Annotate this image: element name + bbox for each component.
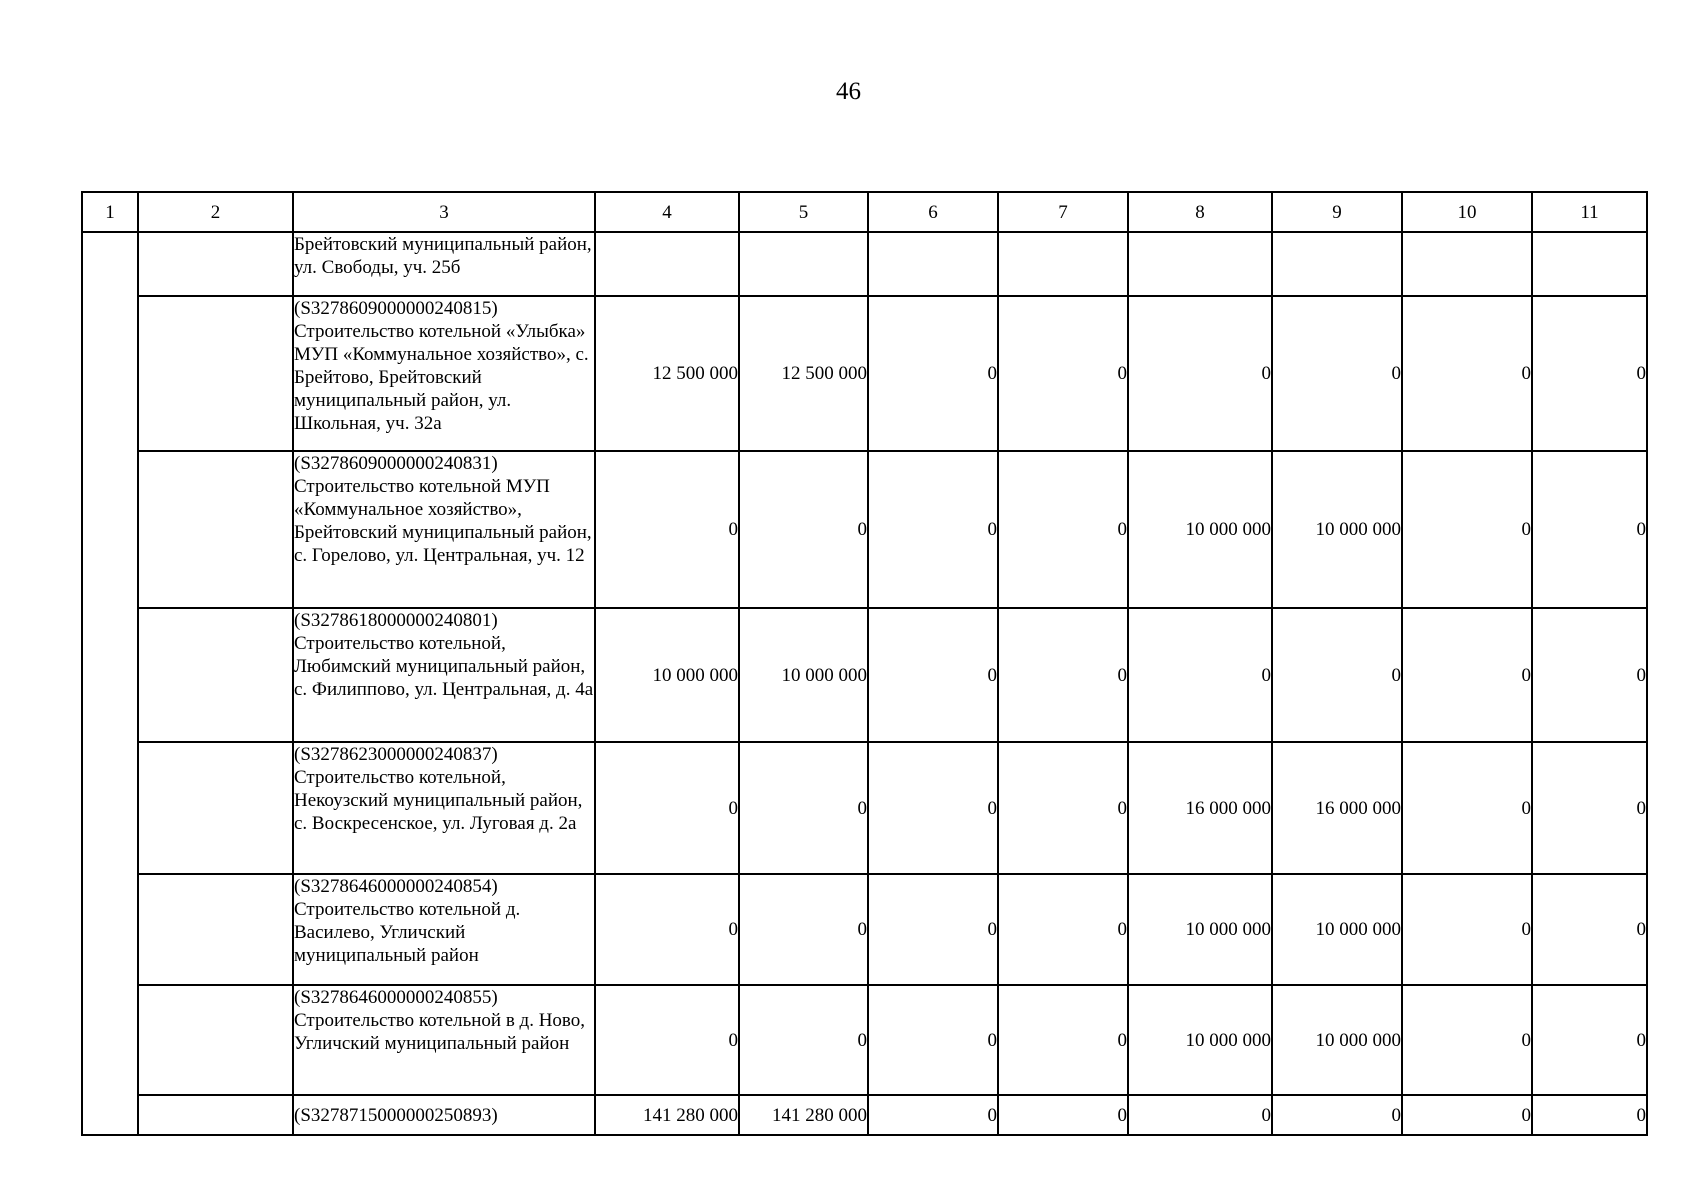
- value-cell: 10 000 000: [1272, 985, 1402, 1095]
- description-cell: (S3278609000000240831) Строительство котельной МУП «Коммунальное хозяйство», Брейтовский муниципальный район, с. Горелово, ул. Центральная, уч. 12: [293, 451, 595, 608]
- value-cell: 0: [1128, 296, 1272, 451]
- column-2-cell: [138, 608, 293, 742]
- value-cell: 0: [739, 451, 868, 608]
- description-cell: (S3278646000000240854) Строительство котельной д. Василево, Угличский муниципальный район: [293, 874, 595, 985]
- value-cell: 0: [868, 296, 998, 451]
- column-2-cell: [138, 451, 293, 608]
- value-cell: 16 000 000: [1272, 742, 1402, 874]
- value-cell: 10 000 000: [739, 608, 868, 742]
- column-2-cell: [138, 742, 293, 874]
- header-cell: 2: [138, 192, 293, 232]
- value-cell: 0: [1532, 1095, 1647, 1135]
- value-cell: 16 000 000: [1128, 742, 1272, 874]
- value-cell: 10 000 000: [595, 608, 739, 742]
- table-row: [82, 742, 1647, 874]
- value-cell: 0: [1532, 296, 1647, 451]
- value-cell: 0: [998, 742, 1128, 874]
- value-cell: 12 500 000: [739, 296, 868, 451]
- value-cell: 0: [1532, 451, 1647, 608]
- value-cell: 0: [739, 742, 868, 874]
- description-cell: (S3278609000000240815) Строительство котельной «Улыбка» МУП «Коммунальное хозяйство», с. Брейтово, Брейтовский муниципальный район, ул. Школьная, уч. 32а: [293, 296, 595, 451]
- value-cell: 0: [1128, 1095, 1272, 1135]
- value-cell: 0: [1402, 985, 1532, 1095]
- value-cell: 0: [1272, 296, 1402, 451]
- value-cell: 0: [868, 608, 998, 742]
- value-cell: 141 280 000: [595, 1095, 739, 1135]
- merged-column-1-cell: [82, 232, 138, 1135]
- value-cell: 0: [1402, 296, 1532, 451]
- column-2-cell: [138, 985, 293, 1095]
- header-cell: 10: [1402, 192, 1532, 232]
- value-cell: 0: [998, 985, 1128, 1095]
- value-cell: 10 000 000: [1128, 985, 1272, 1095]
- description-cell: (S3278618000000240801) Строительство котельной, Любимский муниципальный район, с. Филиппово, ул. Центральная, д. 4а: [293, 608, 595, 742]
- page-number: 46: [836, 78, 861, 105]
- table-row: [82, 451, 1647, 608]
- table-body: [82, 232, 1647, 1135]
- description-cell: (S3278715000000250893): [293, 1095, 595, 1135]
- value-cell: 0: [1402, 742, 1532, 874]
- value-cell: [739, 232, 868, 296]
- value-cell: 0: [1402, 608, 1532, 742]
- value-cell: [1402, 232, 1532, 296]
- value-cell: 10 000 000: [1128, 874, 1272, 985]
- value-cell: 141 280 000: [739, 1095, 868, 1135]
- value-cell: 0: [1402, 1095, 1532, 1135]
- table-row: [82, 985, 1647, 1095]
- description-cell: (S3278646000000240855) Строительство котельной в д. Ново, Угличский муниципальный район: [293, 985, 595, 1095]
- table-row: [82, 608, 1647, 742]
- value-cell: 0: [595, 742, 739, 874]
- column-2-cell: [138, 874, 293, 985]
- value-cell: [1532, 232, 1647, 296]
- value-cell: 0: [998, 451, 1128, 608]
- value-cell: 0: [1532, 608, 1647, 742]
- value-cell: 0: [868, 451, 998, 608]
- value-cell: 0: [1532, 742, 1647, 874]
- value-cell: 0: [1532, 985, 1647, 1095]
- value-cell: 0: [595, 985, 739, 1095]
- value-cell: 0: [1532, 874, 1647, 985]
- value-cell: 0: [739, 985, 868, 1095]
- value-cell: [1128, 232, 1272, 296]
- value-cell: 0: [1272, 1095, 1402, 1135]
- value-cell: [998, 232, 1128, 296]
- header-cell: 8: [1128, 192, 1272, 232]
- value-cell: 10 000 000: [1272, 874, 1402, 985]
- table-row: [82, 296, 1647, 451]
- column-2-cell: [138, 296, 293, 451]
- value-cell: 0: [868, 742, 998, 874]
- value-cell: 0: [1272, 608, 1402, 742]
- value-cell: 0: [1402, 451, 1532, 608]
- value-cell: 10 000 000: [1272, 451, 1402, 608]
- header-cell: 6: [868, 192, 998, 232]
- header-cell: 7: [998, 192, 1128, 232]
- value-cell: [868, 232, 998, 296]
- header-cell: 3: [293, 192, 595, 232]
- value-cell: 0: [1402, 874, 1532, 985]
- header-cell: 5: [739, 192, 868, 232]
- value-cell: 0: [998, 296, 1128, 451]
- header-row: [82, 192, 1647, 232]
- value-cell: 0: [868, 874, 998, 985]
- description-cell: (S3278623000000240837) Строительство котельной, Некоузский муниципальный район, с. Воскресенское, ул. Луговая д. 2а: [293, 742, 595, 874]
- description-cell: Брейтовский муниципальный район, ул. Свободы, уч. 25б: [293, 232, 595, 296]
- header-cell: 1: [82, 192, 138, 232]
- table-row: [82, 232, 1647, 296]
- value-cell: [595, 232, 739, 296]
- header-cell: 4: [595, 192, 739, 232]
- budget-table: [81, 191, 1648, 1136]
- value-cell: 0: [998, 608, 1128, 742]
- value-cell: 0: [998, 1095, 1128, 1135]
- table-row: [82, 874, 1647, 985]
- column-2-cell: [138, 232, 293, 296]
- value-cell: 12 500 000: [595, 296, 739, 451]
- value-cell: 0: [868, 1095, 998, 1135]
- value-cell: 0: [595, 874, 739, 985]
- table-row: [82, 1095, 1647, 1135]
- value-cell: 0: [868, 985, 998, 1095]
- header-cell: 9: [1272, 192, 1402, 232]
- value-cell: [1272, 232, 1402, 296]
- table-header: [82, 192, 1647, 232]
- value-cell: 0: [595, 451, 739, 608]
- value-cell: 0: [998, 874, 1128, 985]
- value-cell: 0: [739, 874, 868, 985]
- value-cell: 0: [1128, 608, 1272, 742]
- value-cell: 10 000 000: [1128, 451, 1272, 608]
- header-cell: 11: [1532, 192, 1647, 232]
- column-2-cell: [138, 1095, 293, 1135]
